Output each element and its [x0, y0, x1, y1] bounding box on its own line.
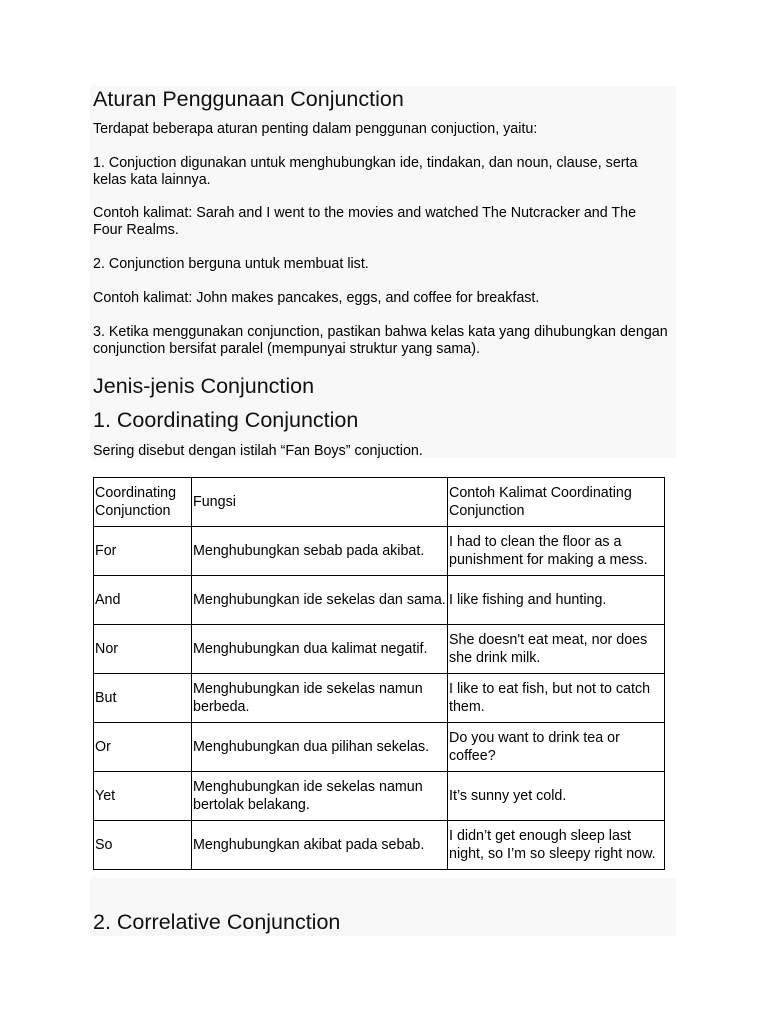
heading-correlative: 2. Correlative Conjunction — [93, 910, 341, 934]
table-header-row — [94, 478, 665, 527]
table-row — [94, 772, 665, 821]
coordinating-conjunction-table — [93, 477, 665, 870]
table-cell-conjunction: So — [94, 821, 192, 870]
table-cell-fungsi: Menghubungkan ide sekelas dan sama. — [192, 576, 448, 625]
table-row — [94, 723, 665, 772]
table-cell-fungsi: Menghubungkan ide sekelas namun bertolak belakang. — [192, 772, 448, 821]
paragraph-example-2: Contoh kalimat: John makes pancakes, eggs, and coffee for breakfast. — [93, 290, 540, 306]
table-cell-fungsi: Menghubungkan dua pilihan sekelas. — [192, 723, 448, 772]
table-header-cell: Fungsi — [192, 478, 448, 527]
paragraph-intro: Terdapat beberapa aturan penting dalam penggunan conjuction, yaitu: — [93, 121, 538, 137]
table-cell-conjunction: Or — [94, 723, 192, 772]
table-row — [94, 674, 665, 723]
table-row — [94, 576, 665, 625]
table-cell-fungsi: Menghubungkan sebab pada akibat. — [192, 527, 448, 576]
table-cell-conjunction: And — [94, 576, 192, 625]
table-header-cell: Contoh Kalimat Coordinating Conjunction — [448, 478, 665, 527]
table-row — [94, 625, 665, 674]
table-cell-contoh: It’s sunny yet cold. — [448, 772, 665, 821]
heading-coordinating: 1. Coordinating Conjunction — [93, 408, 359, 432]
heading-aturan: Aturan Penggunaan Conjunction — [93, 87, 404, 111]
table-header-cell: Coordinating Conjunction — [94, 478, 192, 527]
table-cell-contoh: She doesn't eat meat, nor does she drink milk. — [448, 625, 665, 674]
table-cell-contoh: Do you want to drink tea or coffee? — [448, 723, 665, 772]
table-row — [94, 527, 665, 576]
paragraph-rule-2: 2. Conjunction berguna untuk membuat list. — [93, 256, 369, 272]
table-cell-fungsi: Menghubungkan akibat pada sebab. — [192, 821, 448, 870]
paragraph-fanboys: Sering disebut dengan istilah “Fan Boys” conjuction. — [93, 443, 423, 459]
table-cell-contoh: I didn’t get enough sleep last night, so I’m so sleepy right now. — [448, 821, 665, 870]
table-cell-conjunction: Nor — [94, 625, 192, 674]
table-row — [94, 821, 665, 870]
table-cell-contoh: I had to clean the floor as a punishment for making a mess. — [448, 527, 665, 576]
paragraph-rule-3: 3. Ketika menggunakan conjunction, pastikan bahwa kelas kata yang dihubungkan dengan conjunction bersifat paralel (mempunyai struktur yang sama). — [93, 324, 668, 357]
paragraph-example-1: Contoh kalimat: Sarah and I went to the movies and watched The Nutcracker and The Four Realms. — [93, 205, 637, 238]
paragraph-rule-1: 1. Conjuction digunakan untuk menghubungkan ide, tindakan, dan noun, clause, serta kelas kata lainnya. — [93, 155, 638, 188]
table-cell-contoh: I like to eat fish, but not to catch them. — [448, 674, 665, 723]
table-cell-fungsi: Menghubungkan dua kalimat negatif. — [192, 625, 448, 674]
table-cell-conjunction: Yet — [94, 772, 192, 821]
table-cell-contoh: I like fishing and hunting. — [448, 576, 665, 625]
table-cell-conjunction: But — [94, 674, 192, 723]
table-cell-conjunction: For — [94, 527, 192, 576]
table-cell-fungsi: Menghubungkan ide sekelas namun berbeda. — [192, 674, 448, 723]
heading-jenis: Jenis-jenis Conjunction — [93, 374, 315, 398]
